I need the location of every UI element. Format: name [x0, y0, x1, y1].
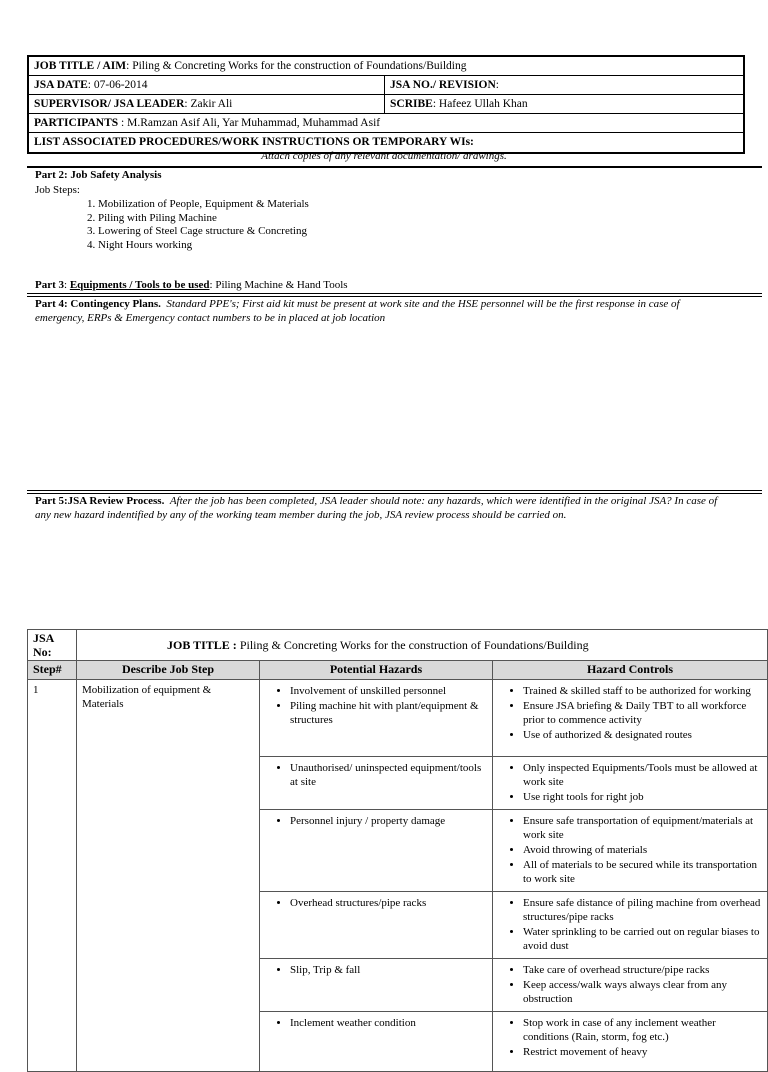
hazard-item: • Inclement weather condition — [290, 1016, 488, 1030]
part3-heading: Part 3 — [35, 279, 65, 291]
controls-cell — [493, 810, 768, 892]
header-table — [27, 55, 745, 154]
control-item: • Restrict movement of heavy — [523, 1045, 763, 1059]
jsa-table — [27, 629, 768, 1072]
control-item: • Ensure JSA briefing & Daily TBT to all workforce prior to commence activity — [523, 699, 763, 727]
jsa-no-label: JSA No: — [33, 631, 54, 659]
hazards-cell — [260, 959, 493, 1012]
jsa-header-row — [28, 661, 768, 680]
scribe-value: : Hafeez Ullah Khan — [432, 98, 528, 110]
part3-sep: : — [64, 279, 70, 291]
hazards-cell — [260, 1012, 493, 1072]
job-steps-label: Job Steps: — [35, 184, 80, 196]
job-step-item: 4. Night Hours working — [87, 238, 193, 251]
participants-label: PARTICIPANTS — [34, 117, 119, 129]
controls-cell — [493, 892, 768, 959]
controls-cell — [493, 757, 768, 810]
control-item: • Take care of overhead structure/pipe racks — [523, 963, 763, 977]
attach-note: Attach copies of any relevant documentation/ drawings. — [261, 150, 507, 162]
control-item: • Stop work in case of any inclement weather conditions (Rain, storm, fog etc.) — [523, 1016, 763, 1044]
column-header-controls: Hazard Controls — [493, 661, 768, 680]
header-row-participants — [29, 114, 743, 133]
hazards-cell — [260, 810, 493, 892]
header-row-job-title — [29, 57, 743, 76]
controls-cell — [493, 1012, 768, 1072]
divider — [27, 166, 762, 168]
jsa-no-label: JSA NO./ REVISION — [390, 79, 496, 91]
scribe-label: SCRIBE — [390, 98, 433, 110]
divider — [27, 293, 762, 297]
jsa-date-label: JSA DATE — [34, 79, 88, 91]
control-item: • Water sprinkling to be carried out on regular biases to avoid dust — [523, 925, 763, 953]
part4-text: Standard PPE's; First aid kit must be present at work site and the HSE personnel will be the first response in case of emergency, ERPs & Emergency contact numbers to be in placed at job location — [35, 298, 680, 324]
step-description: Mobilization of equipment & Materials — [77, 680, 260, 1072]
control-item: • Use right tools for right job — [523, 790, 763, 804]
control-item: • Keep access/walk ways always clear from any obstruction — [523, 978, 763, 1006]
part5-text: After the job has been completed, JSA leader should note: any hazards, which were identified in the original JSA? In case of any new hazard indentified by any of the working team member during the job, JSA review process should be carried on. — [35, 495, 718, 521]
controls-cell — [493, 680, 768, 757]
job-step-item: 3. Lowering of Steel Cage structure & Concreting — [87, 225, 307, 237]
controls-cell — [493, 959, 768, 1012]
jsa-job-title-label: JOB TITLE : — [167, 638, 237, 652]
column-header-step: Step# — [28, 661, 77, 680]
part4-heading: Part 4: Contingency Plans. — [35, 298, 161, 310]
column-header-hazards: Potential Hazards — [260, 661, 493, 680]
hazard-item: • Slip, Trip & fall — [290, 963, 488, 977]
supervisor-value: : Zakir Ali — [184, 98, 233, 110]
control-item: • Only inspected Equipments/Tools must be allowed at work site — [523, 761, 763, 789]
part5-block — [35, 495, 730, 522]
job-step-item: 2. Piling with Piling Machine — [87, 211, 217, 224]
hazard-item: • Personnel injury / property damage — [290, 814, 488, 828]
control-item: • All of materials to be secured while its transportation to work site — [523, 858, 763, 886]
table-row — [28, 680, 768, 757]
hazard-item: • Piling machine hit with plant/equipment & structures — [290, 699, 488, 727]
part3-label: Equipments / Tools to be used — [69, 279, 210, 291]
part5-heading: Part 5:JSA Review Process. — [35, 495, 165, 507]
control-item: • Ensure safe transportation of equipment/materials at work site — [523, 814, 763, 842]
jsa-date-value: : 07-06-2014 — [87, 79, 148, 91]
control-item: • Trained & skilled staff to be authorized for working — [523, 684, 763, 698]
part2-heading: Part 2: Job Safety Analysis — [35, 169, 162, 181]
job-title-value: : Piling & Concreting Works for the construction of Foundations/Building — [126, 60, 467, 72]
jsa-title-row — [28, 630, 768, 661]
job-title-label: JOB TITLE / AIM — [34, 60, 127, 72]
jsa-job-title-value: Piling & Concreting Works for the construction of Foundations/Building — [236, 638, 589, 652]
divider — [27, 490, 762, 494]
control-item: • Use of authorized & designated routes — [523, 728, 763, 742]
hazard-item: • Involvement of unskilled personnel — [290, 684, 488, 698]
step-number: 1 — [28, 680, 77, 1072]
control-item: • Avoid throwing of materials — [523, 843, 763, 857]
hazards-cell — [260, 680, 493, 757]
job-steps-list — [87, 198, 309, 252]
control-item: • Ensure safe distance of piling machine from overhead structures/pipe racks — [523, 896, 763, 924]
header-row-supervisor — [29, 95, 743, 114]
supervisor-label: SUPERVISOR/ JSA LEADER — [34, 98, 185, 110]
hazard-item: • Unauthorised/ uninspected equipment/tools at site — [290, 761, 488, 789]
part3-value: : Piling Machine & Hand Tools — [209, 279, 348, 291]
job-step-item: 1. Mobilization of People, Equipment & Materials — [87, 198, 309, 210]
procedures-label: LIST ASSOCIATED PROCEDURES/WORK INSTRUCTIONS OR TEMPORARY WIs: — [34, 136, 474, 148]
jsa-no-value: : — [495, 79, 499, 91]
hazard-item: • Overhead structures/pipe racks — [290, 896, 488, 910]
part3-line — [35, 279, 348, 293]
part4-block — [35, 298, 730, 325]
participants-value: : M.Ramzan Asif Ali, Yar Muhammad, Muhammad Asif — [118, 117, 381, 129]
header-row-date — [29, 76, 743, 95]
hazards-cell — [260, 757, 493, 810]
column-header-describe: Describe Job Step — [77, 661, 260, 680]
hazards-cell — [260, 892, 493, 959]
